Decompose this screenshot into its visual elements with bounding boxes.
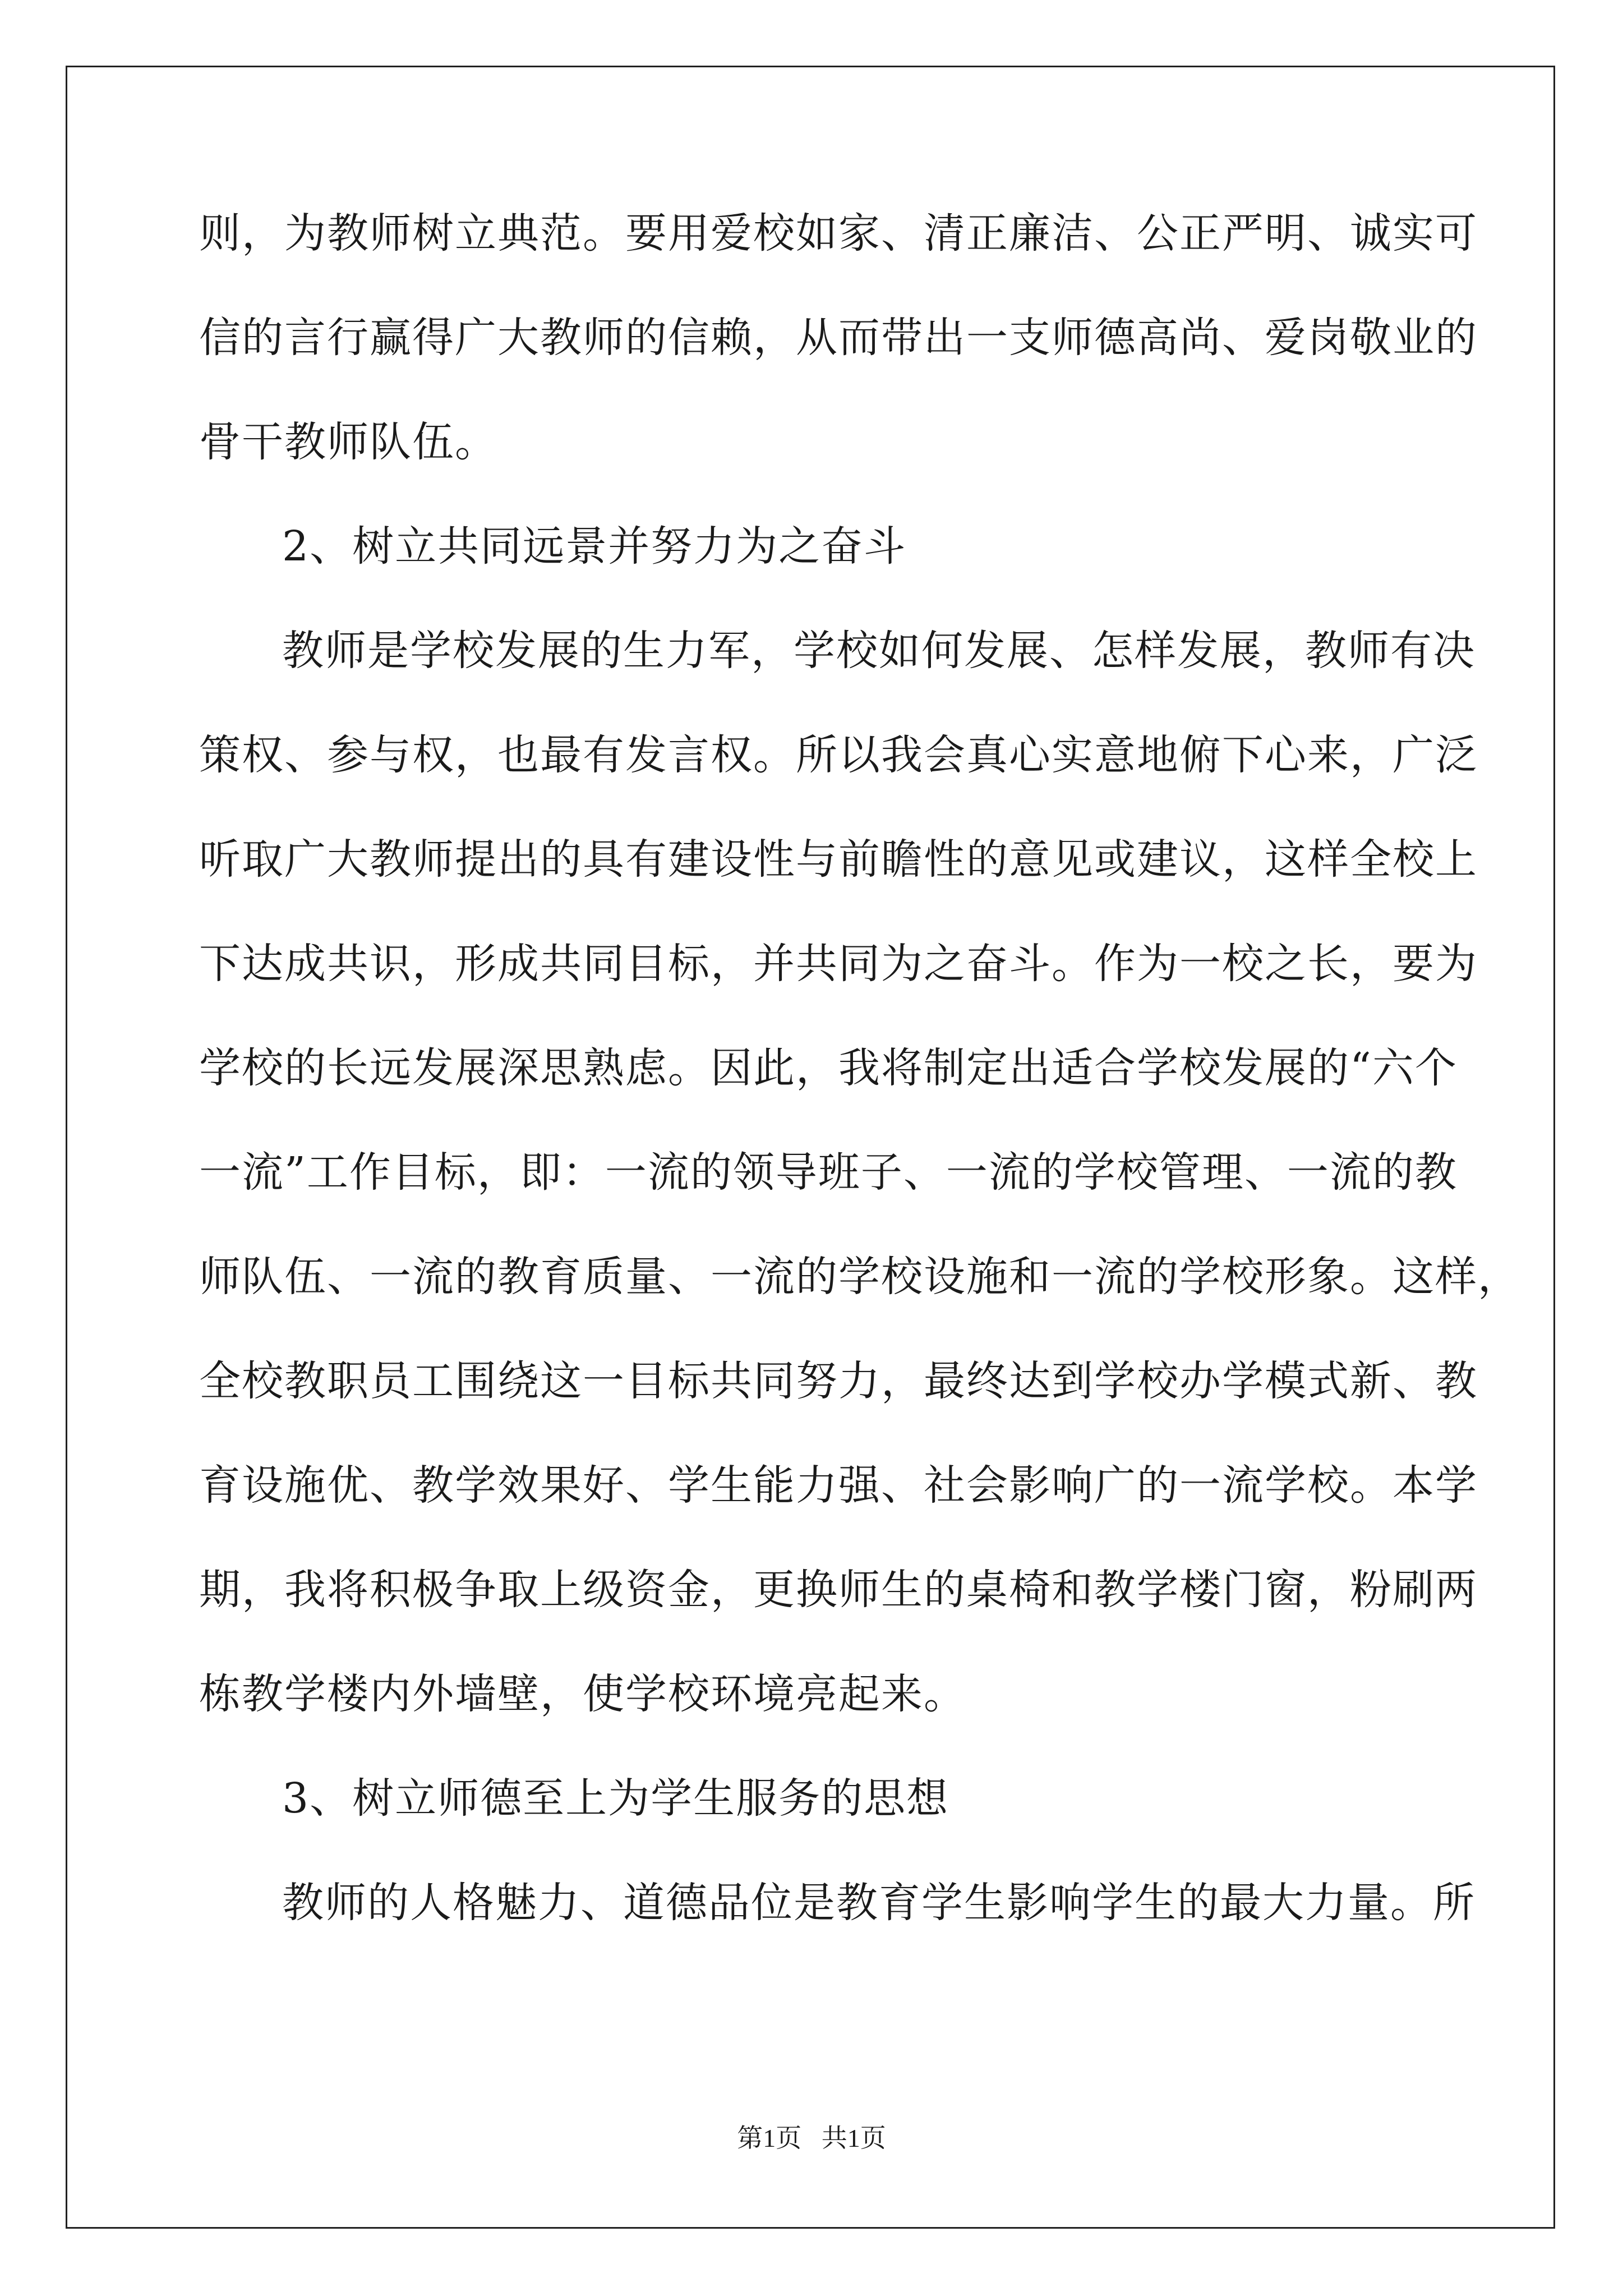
text-line: 栋教学楼内外墙壁，使学校环境亮起来。 — [199, 1670, 966, 1718]
text-line: 下达成共识，形成共同目标，并共同为之奋斗。作为一校之长，要为 — [199, 940, 1478, 988]
text-line: 育设施优、教学效果好、学生能力强、社会影响广的一流学校。本学 — [199, 1461, 1478, 1510]
text-line: 教师的人格魅力、道德品位是教育学生影响学生的最大力量。所 — [282, 1879, 1476, 1927]
text-line: 信的言行赢得广大教师的信赖，从而带出一支师德高尚、爱岗敬业的 — [199, 314, 1478, 362]
text-line: 期，我将积极争取上级资金，更换师生的桌椅和教学楼门窗，粉刷两 — [199, 1566, 1478, 1614]
text-line: 听取广大教师提出的具有建设性与前瞻性的意见或建议，这样全校上 — [199, 835, 1478, 884]
text-line: 全校教职员工围绕这一目标共同努力，最终达到学校办学模式新、教 — [199, 1357, 1478, 1405]
section-heading: 3、树立师德至上为学生服务的思想 — [282, 1774, 949, 1823]
page-footer — [0, 2122, 1623, 2155]
text-line: 师队伍、一流的教育质量、一流的学校设施和一流的学校形象。这样， — [199, 1253, 1520, 1301]
text-line: 学校的长远发展深思熟虑。因此，我将制定出适合学校发展的“六个 — [199, 1044, 1458, 1092]
text-line: 教师是学校发展的生力军，学校如何发展、怎样发展，教师有决 — [282, 627, 1476, 675]
text-line: 则，为教师树立典范。要用爱校如家、清正廉洁、公正严明、诚实可 — [199, 209, 1478, 257]
text-line: 骨干教师队伍。 — [199, 418, 497, 466]
page-total: 共1页 — [821, 2124, 886, 2152]
text-line: 策权、参与权，也最有发言权。所以我会真心实意地俯下心来，广泛 — [199, 731, 1478, 779]
section-heading: 2、树立共同远景并努力为之奋斗 — [282, 522, 907, 570]
page-number: 第1页 — [737, 2124, 802, 2152]
text-line: 一流”工作目标，即：一流的领导班子、一流的学校管理、一流的教 — [199, 1148, 1458, 1197]
